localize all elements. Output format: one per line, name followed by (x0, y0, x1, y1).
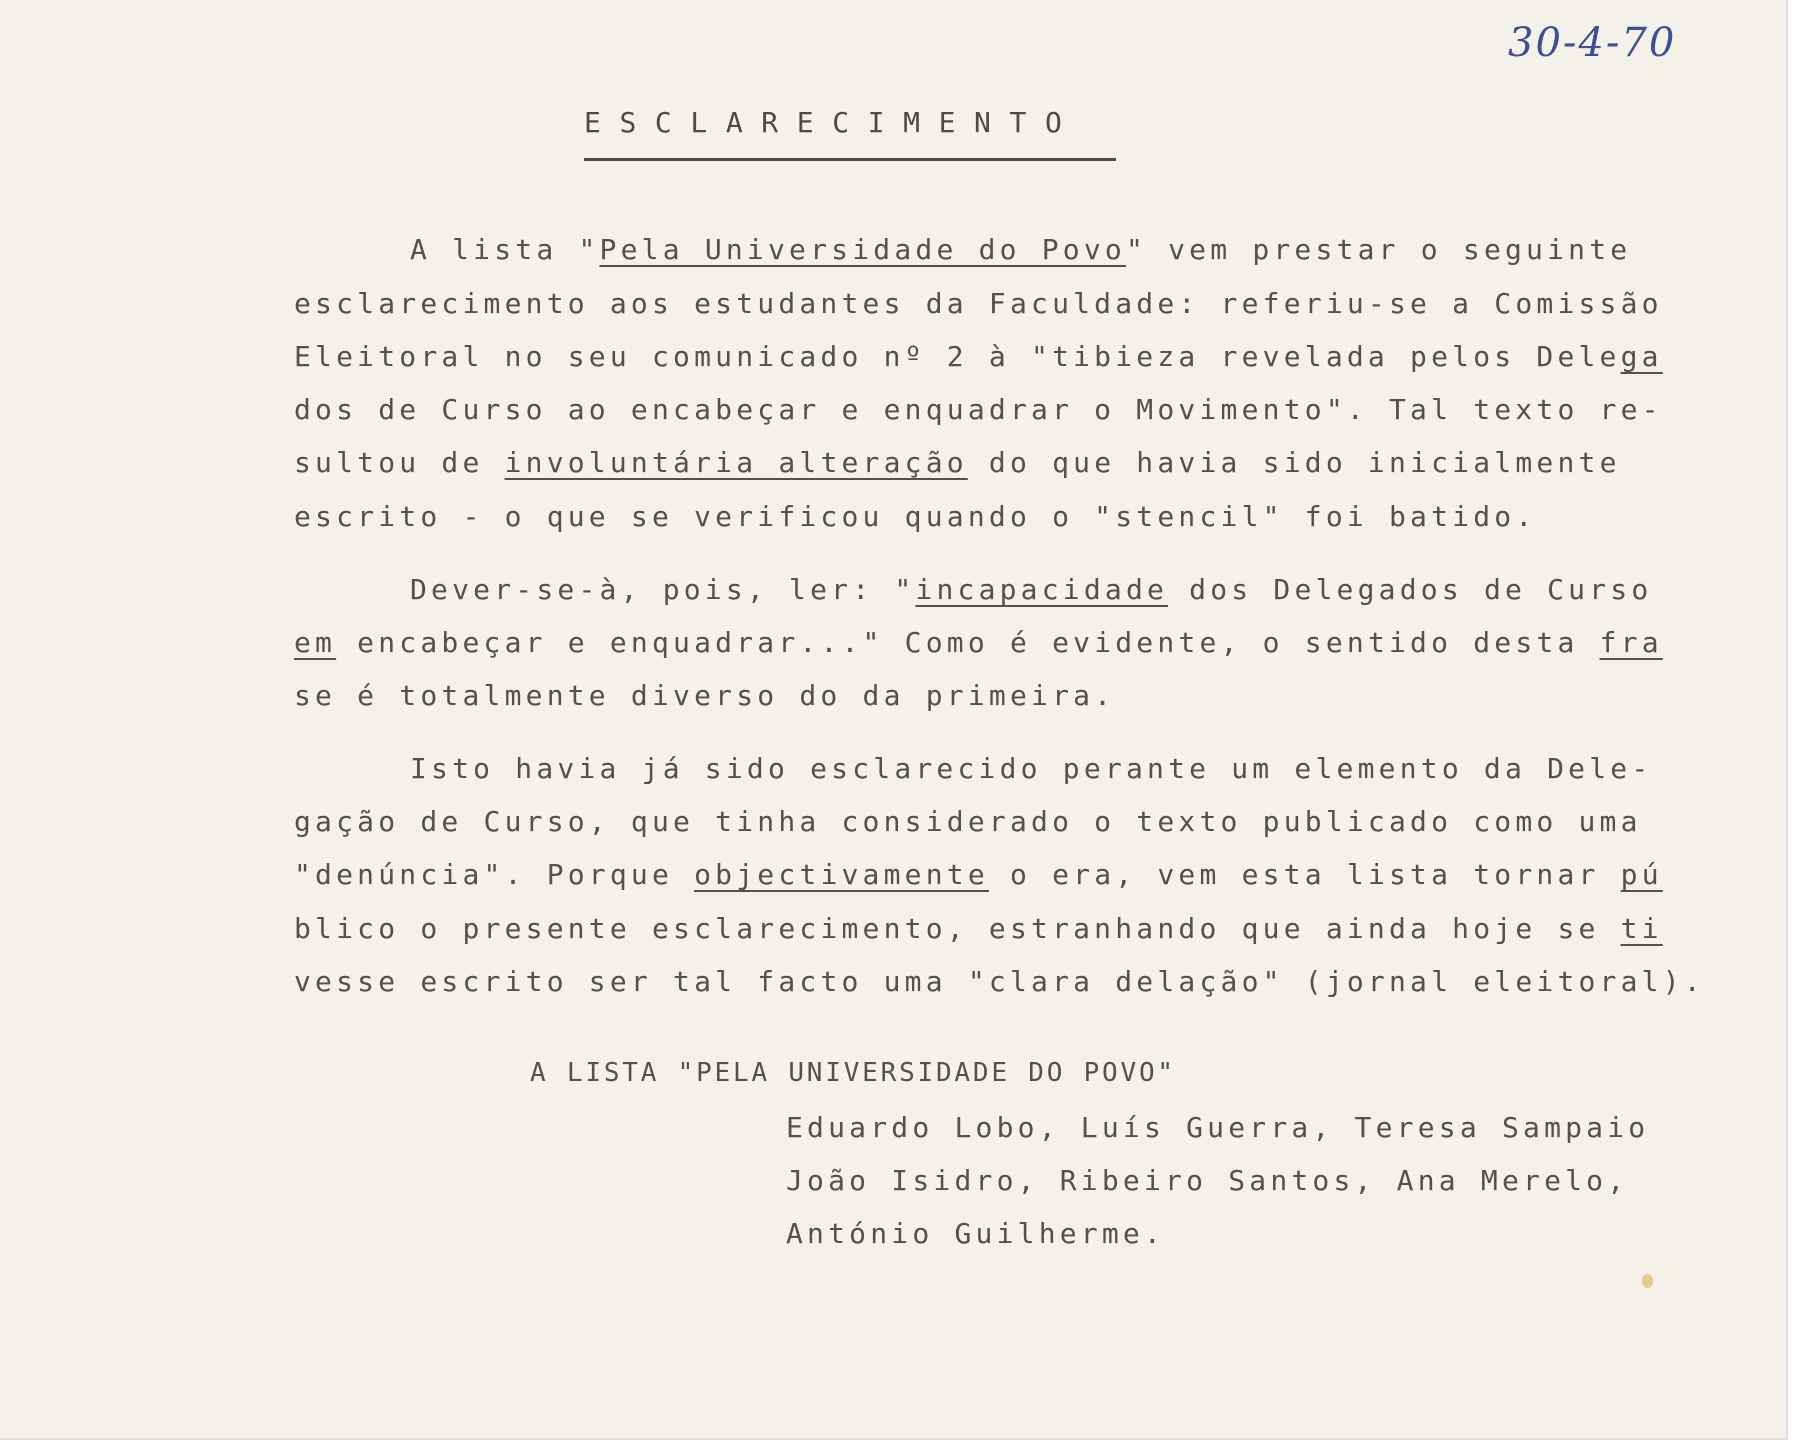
paragraph1-line4: dos de Curso ao encabeçar e enquadrar o Movimento". Tal texto re- (294, 393, 1663, 426)
underlined-text: em (294, 626, 337, 659)
paragraph3-line1: Isto havia já sido esclarecido perante um elemento da Dele- (410, 752, 1653, 785)
document-title: ESCLARECIMENTO (584, 106, 1081, 139)
signature-heading: A LISTA "PELA UNIVERSIDADE DO POVO" (530, 1058, 1176, 1088)
underlined-text: incapacidade (915, 573, 1169, 606)
handwritten-date: 30-4-70 (1508, 20, 1677, 66)
text-segment: sultou de (294, 446, 505, 479)
underlined-text: fra (1599, 626, 1663, 659)
underlined-list-name: Pela Universidade do Povo (599, 233, 1126, 266)
paragraph3-line2: gação de Curso, que tinha considerado o texto publicado como uma (294, 805, 1642, 838)
text-segment: "denúncia". Porque (294, 858, 695, 891)
paragraph2-line1 (410, 573, 1653, 606)
text-segment: Dever-se-à, pois, ler: " (410, 573, 916, 606)
paragraph1-line2: esclarecimento aos estudantes da Faculdade: referiu-se a Comissão (294, 287, 1663, 320)
paragraph1-line3 (294, 340, 1663, 373)
paragraph1-line6: escrito - o que se verificou quando o "stencil" foi batido. (294, 500, 1537, 533)
text-segment: " vem prestar o seguinte (1125, 233, 1632, 266)
paper-stain (1642, 1274, 1653, 1288)
paragraph2-line2 (294, 626, 1663, 659)
paragraph3-line4 (294, 912, 1663, 945)
underlined-text: ti (1620, 912, 1663, 945)
text-segment: o era, vem esta lista tornar (988, 858, 1621, 891)
text-segment: blico o presente esclarecimento, estranhando que ainda hoje se (294, 912, 1621, 945)
paragraph2-line3: se é totalmente diverso do da primeira. (294, 679, 1116, 712)
paragraph1-line1 (410, 233, 1632, 266)
paragraph3-line3 (294, 858, 1663, 891)
signatories-line1: Eduardo Lobo, Luís Guerra, Teresa Sampaio (786, 1111, 1650, 1144)
text-segment: Eleitoral no seu comunicado nº 2 à "tibieza revelada pelos Dele (294, 340, 1621, 373)
signatories-line2: João Isidro, Ribeiro Santos, Ana Merelo, (786, 1164, 1629, 1197)
paragraph1-line5 (294, 446, 1621, 479)
underlined-text: objectivamente (694, 858, 989, 891)
paragraph3-line5: vesse escrito ser tal facto uma "clara delação" (jornal eleitoral). (294, 965, 1705, 998)
text-segment: A lista " (410, 233, 600, 266)
text-segment: do que havia sido inicialmente (967, 446, 1621, 479)
text-segment: encabeçar e enquadrar..." Como é evidente, o sentido desta (336, 626, 1600, 659)
title-underline (584, 158, 1116, 161)
underlined-text: involuntária alteração (504, 446, 968, 479)
underlined-text: pú (1620, 858, 1663, 891)
signatories-line3: António Guilherme. (786, 1217, 1166, 1250)
underlined-text: ga (1620, 340, 1663, 373)
text-segment: dos Delegados de Curso (1168, 573, 1653, 606)
